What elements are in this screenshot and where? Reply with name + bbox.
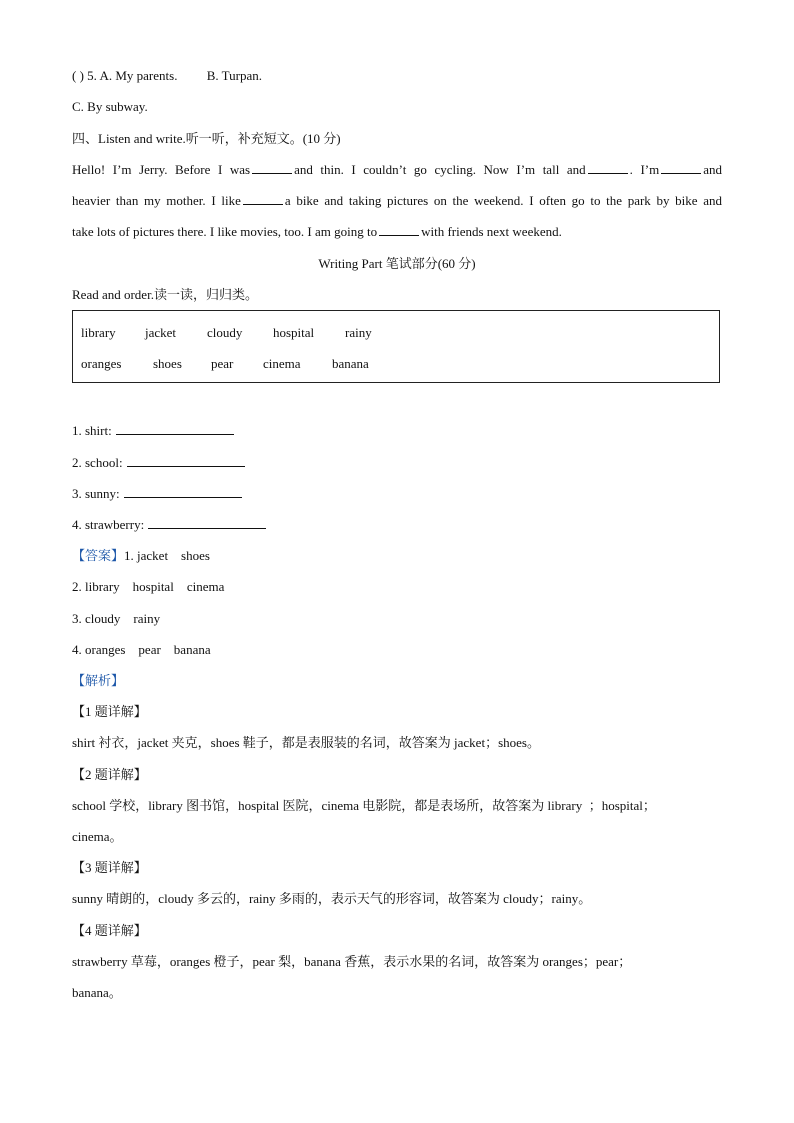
- detail-2-text: school 学校，library 图书馆，hospital 医院，cinema 电影院，都是表场所，故答案为 library ；hospital；: [72, 798, 656, 813]
- word-item: shoes: [153, 356, 182, 371]
- answer-2: 2. library hospital cinema: [72, 579, 225, 594]
- passage-line-1: Hello! I’m Jerry. Before I was and thin. I couldn’t go cycling. Now I’m tall and . I’m and: [72, 162, 722, 177]
- detail-1-text: shirt 衬衣，jacket 夹克，shoes 鞋子，都是表服装的名词，故答案为 jacket；shoes。: [72, 735, 540, 750]
- answer-line: [148, 517, 266, 529]
- analysis-tag: 【解析】: [72, 673, 125, 688]
- question-2: 2. school:: [72, 455, 245, 471]
- answer-paren: ( ): [72, 68, 84, 83]
- detail-3-text: sunny 晴朗的，cloudy 多云的，rainy 多雨的，表示天气的形容词，故答案为 cloudy；rainy。: [72, 891, 592, 906]
- option-a: A. My parents.: [99, 68, 178, 83]
- blank-4: [243, 193, 283, 205]
- passage-line-3: take lots of pictures there. I like movies, too. I am going to with friends next weekend.: [72, 224, 562, 239]
- read-order-title: Read and order.读一读，归归类。: [72, 287, 258, 302]
- question-5: [72, 68, 262, 84]
- detail-1-tag: 【1 题详解】: [72, 704, 147, 719]
- word-item: library: [81, 325, 116, 340]
- word-box: [72, 310, 720, 383]
- blank-1: [252, 162, 292, 174]
- detail-3-tag: 【3 题详解】: [72, 860, 147, 875]
- word-item: hospital: [273, 325, 315, 340]
- detail-4-tag: 【4 题详解】: [72, 923, 147, 938]
- word-item: oranges: [81, 356, 122, 371]
- word-item: pear: [211, 356, 234, 371]
- writing-title: Writing Part 笔试部分(60 分): [318, 256, 476, 271]
- detail-2-tag: 【2 题详解】: [72, 767, 147, 782]
- option-b: B. Turpan.: [206, 68, 262, 83]
- answer-tag: 【答案】: [72, 548, 125, 563]
- detail-4-text-cont: banana。: [72, 985, 122, 1000]
- detail-4-text: strawberry 草莓，oranges 橙子，pear 梨，banana 香蕉，表示水果的名词，故答案为 oranges；pear；: [72, 954, 632, 969]
- word-item: rainy: [345, 325, 372, 340]
- question-4: 4. strawberry:: [72, 517, 266, 533]
- word-item: cinema: [263, 356, 301, 371]
- blank-2: [588, 162, 628, 174]
- detail-2-text-cont: cinema。: [72, 829, 123, 844]
- answer-1: 【答案】1. jacket shoes: [72, 548, 210, 563]
- blank-5: [379, 224, 419, 236]
- question-number: 5.: [87, 68, 97, 83]
- answer-line: [124, 486, 242, 498]
- passage-line-2: heavier than my mother. I like a bike and taking pictures on the weekend. I often go to the park by bike and: [72, 193, 722, 208]
- question-3: 3. sunny:: [72, 486, 242, 502]
- answer-line: [116, 423, 234, 435]
- answer-3: 3. cloudy rainy: [72, 611, 161, 626]
- blank-3: [661, 162, 701, 174]
- option-c: C. By subway.: [72, 99, 148, 114]
- section-4-title: 四、Listen and write.听一听，补充短文。(10 分): [72, 131, 341, 146]
- word-item: cloudy: [207, 325, 243, 340]
- question-1: 1. shirt:: [72, 423, 234, 439]
- answer-line: [127, 455, 245, 467]
- word-item: jacket: [145, 325, 177, 340]
- answer-4: 4. oranges pear banana: [72, 642, 211, 657]
- word-item: banana: [332, 356, 369, 371]
